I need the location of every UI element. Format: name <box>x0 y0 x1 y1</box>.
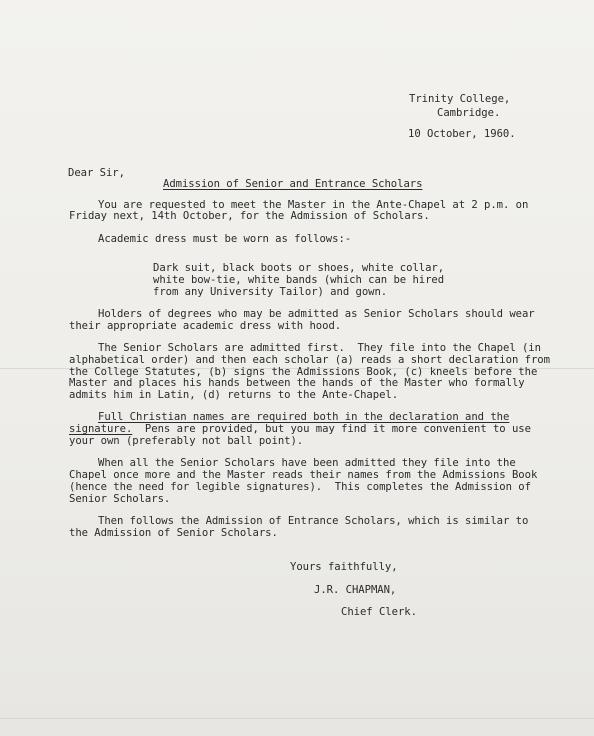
dress-line: from any University Tailor) and gown. <box>153 286 388 298</box>
paragraph-line: Senior Scholars. <box>69 493 171 505</box>
paragraph-line: the College Statutes, (b) signs the Admissions Book, (c) kneels before the <box>69 366 538 378</box>
subject-heading: Admission of Senior and Entrance Scholars <box>163 178 423 190</box>
paragraph-line: Chapel once more and the Master reads their names from the Admissions Book <box>69 469 538 481</box>
salutation: Dear Sir, <box>68 167 125 179</box>
paragraph-text: Pens are provided, but you may find it more convenient to use <box>132 423 531 435</box>
dress-line: Dark suit, black boots or shoes, white collar, <box>153 262 445 274</box>
paragraph-line: their appropriate academic dress with hood. <box>69 320 342 332</box>
paper-fold <box>0 718 594 719</box>
paragraph-line: the Admission of Senior Scholars. <box>69 527 278 539</box>
paragraph-line: alphabetical order) and then each scholar (a) reads a short declaration from <box>69 354 550 366</box>
paragraph-line: Academic dress must be worn as follows:- <box>98 233 352 245</box>
letterhead-college: Trinity College, <box>409 93 511 105</box>
paragraph-line: The Senior Scholars are admitted first. They file into the Chapel (in <box>98 342 541 354</box>
underlined-requirement: signature. <box>69 423 133 435</box>
paragraph-line: Holders of degrees who may be admitted as Senior Scholars should wear <box>98 308 535 320</box>
paragraph-line: (hence the need for legible signatures). This completes the Admission of <box>69 481 531 493</box>
letterhead-town: Cambridge. <box>437 107 501 119</box>
paragraph-line: When all the Senior Scholars have been admitted they file into the <box>98 457 516 469</box>
signatory-title: Chief Clerk. <box>341 606 417 618</box>
closing: Yours faithfully, <box>290 561 398 573</box>
paragraph-line: You are requested to meet the Master in the Ante-Chapel at 2 p.m. on <box>98 199 529 211</box>
underlined-requirement: Full Christian names are required both in the declaration and the <box>98 411 510 423</box>
letter-date: 10 October, 1960. <box>408 128 516 140</box>
paragraph-line: admits him in Latin, (d) returns to the Ante-Chapel. <box>69 389 399 401</box>
paragraph-line: Then follows the Admission of Entrance Scholars, which is similar to <box>98 515 529 527</box>
paragraph-line: Friday next, 14th October, for the Admission of Scholars. <box>69 210 430 222</box>
signatory-name: J.R. CHAPMAN, <box>314 584 397 596</box>
dress-line: white bow-tie, white bands (which can be hired <box>153 274 445 286</box>
paragraph-line: your own (preferably not ball point). <box>69 435 304 447</box>
paragraph-line: Master and places his hands between the hands of the Master who formally <box>69 377 525 389</box>
